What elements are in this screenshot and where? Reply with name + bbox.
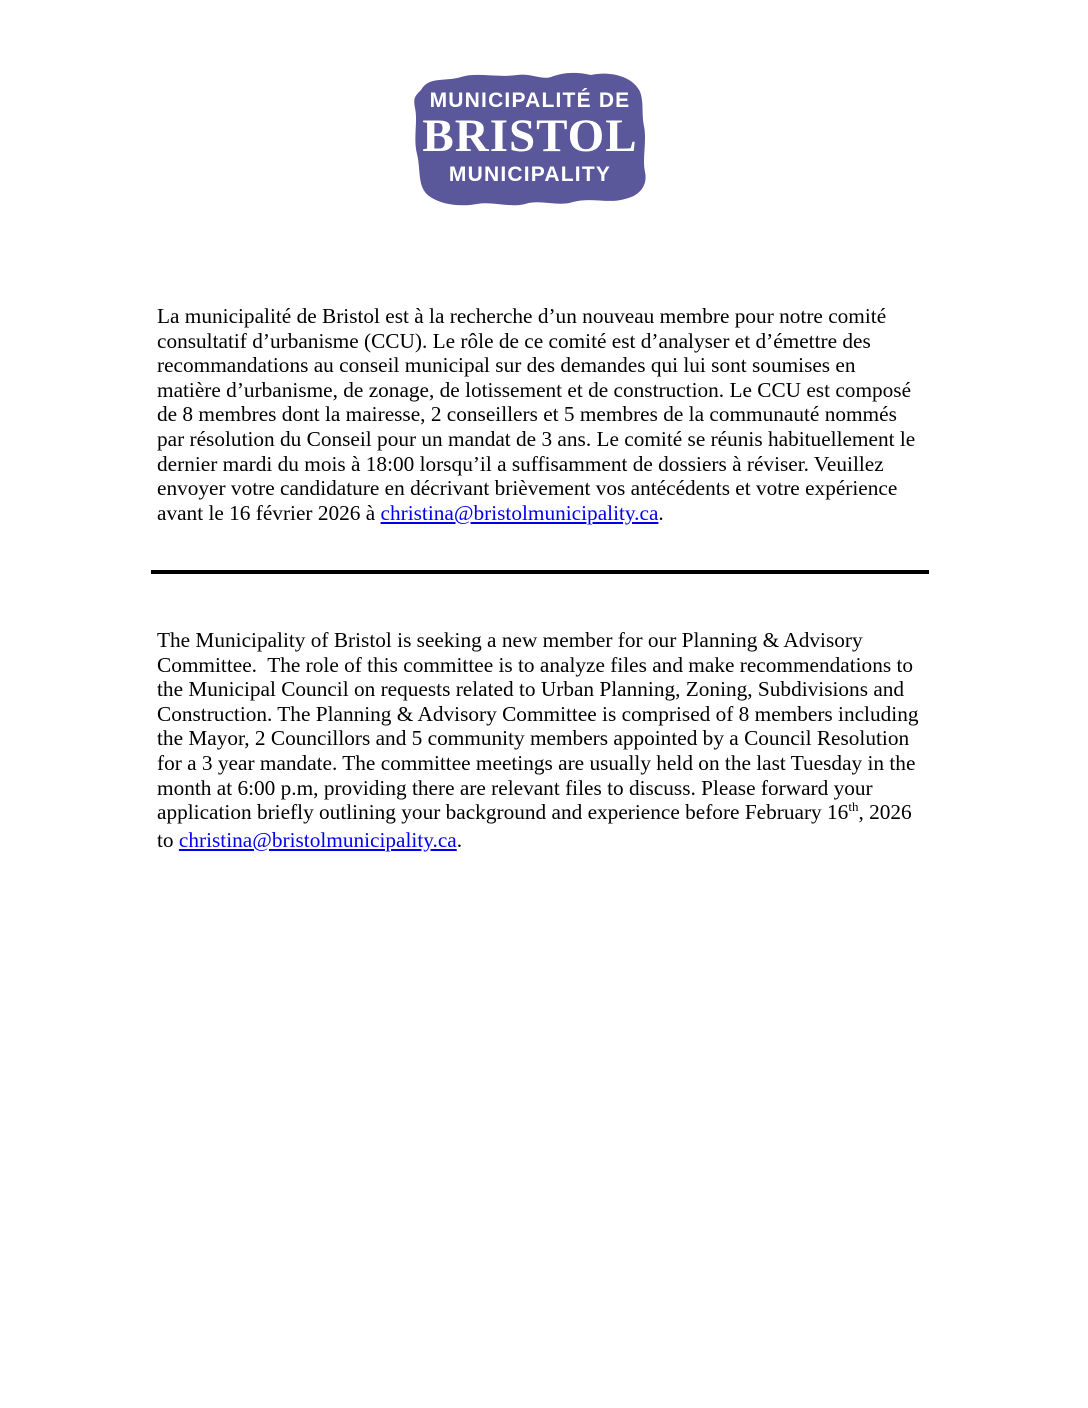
text-line-with-superscript xyxy=(157,800,947,828)
ordinal-superscript: th xyxy=(848,799,859,815)
text-line: Committee. The role of this committee is to analyze files and make recommendations to xyxy=(157,652,914,677)
text-segment: . xyxy=(658,500,664,525)
logo-text-bristol: BRISTOL xyxy=(422,110,638,162)
municipality-logo-graphic xyxy=(405,66,655,208)
section-divider xyxy=(151,570,929,574)
text-line-with-link xyxy=(157,501,947,526)
text-line: dernier mardi du mois à 18:00 lorsqu’il a suffisamment de dossiers à réviser. Veuillez xyxy=(157,451,884,476)
french-notice-paragraph xyxy=(157,304,947,525)
municipality-logo xyxy=(405,66,655,208)
logo-text-municipalite-de: MUNICIPALITÉ DE xyxy=(429,89,631,112)
text-line: the Mayor, 2 Councillors and 5 community members appointed by a Council Resolution xyxy=(157,726,910,751)
text-segment: avant le 16 février 2026 à xyxy=(157,500,381,525)
text-line: matière d’urbanisme, de zonage, de lotissement et de construction. Le CCU est composé xyxy=(157,377,912,402)
text-line: de 8 membres dont la mairesse, 2 conseillers et 5 membres de la communauté nommés xyxy=(157,402,897,427)
text-line: recommandations au conseil municipal sur des demandes qui lui sont soumises en xyxy=(157,353,856,378)
text-line: La municipalité de Bristol est à la recherche d’un nouveau membre pour notre comité xyxy=(157,304,887,328)
text-segment: to xyxy=(157,827,179,852)
text-line: the Municipal Council on requests related to Urban Planning, Zoning, Subdivisions and xyxy=(157,677,905,702)
english-notice-lines xyxy=(157,628,947,800)
text-line: consultatif d’urbanisme (CCU). Le rôle de ce comité est d’analyser et d’émettre des xyxy=(157,328,871,353)
english-notice-paragraph xyxy=(157,628,947,852)
text-segment: , 2026 xyxy=(858,800,912,825)
text-line: par résolution du Conseil pour un mandat de 3 ans. Le comité se réunis habituellement le xyxy=(157,426,916,451)
text-line: Construction. The Planning & Advisory Committee is comprised of 8 members including xyxy=(157,701,919,726)
english-email-link[interactable]: christina@bristolmunicipality.ca xyxy=(178,827,457,852)
text-line-with-link xyxy=(157,828,947,853)
french-notice-lines xyxy=(157,304,947,501)
logo-text-municipality: MUNICIPALITY xyxy=(448,163,612,186)
text-segment: application briefly outlining your background and experience before February 16 xyxy=(157,800,849,825)
text-line: The Municipality of Bristol is seeking a new member for our Planning & Advisory xyxy=(157,628,863,652)
french-email-link[interactable]: christina@bristolmunicipality.ca xyxy=(380,500,659,525)
text-line: envoyer votre candidature en décrivant brièvement vos antécédents et votre expérience xyxy=(157,476,898,501)
text-segment: . xyxy=(456,827,463,852)
text-line: for a 3 year mandate. The committee meetings are usually held on the last Tuesday in the xyxy=(157,750,916,775)
text-line: month at 6:00 p.m, providing there are relevant files to discuss. Please forward your xyxy=(157,775,873,800)
